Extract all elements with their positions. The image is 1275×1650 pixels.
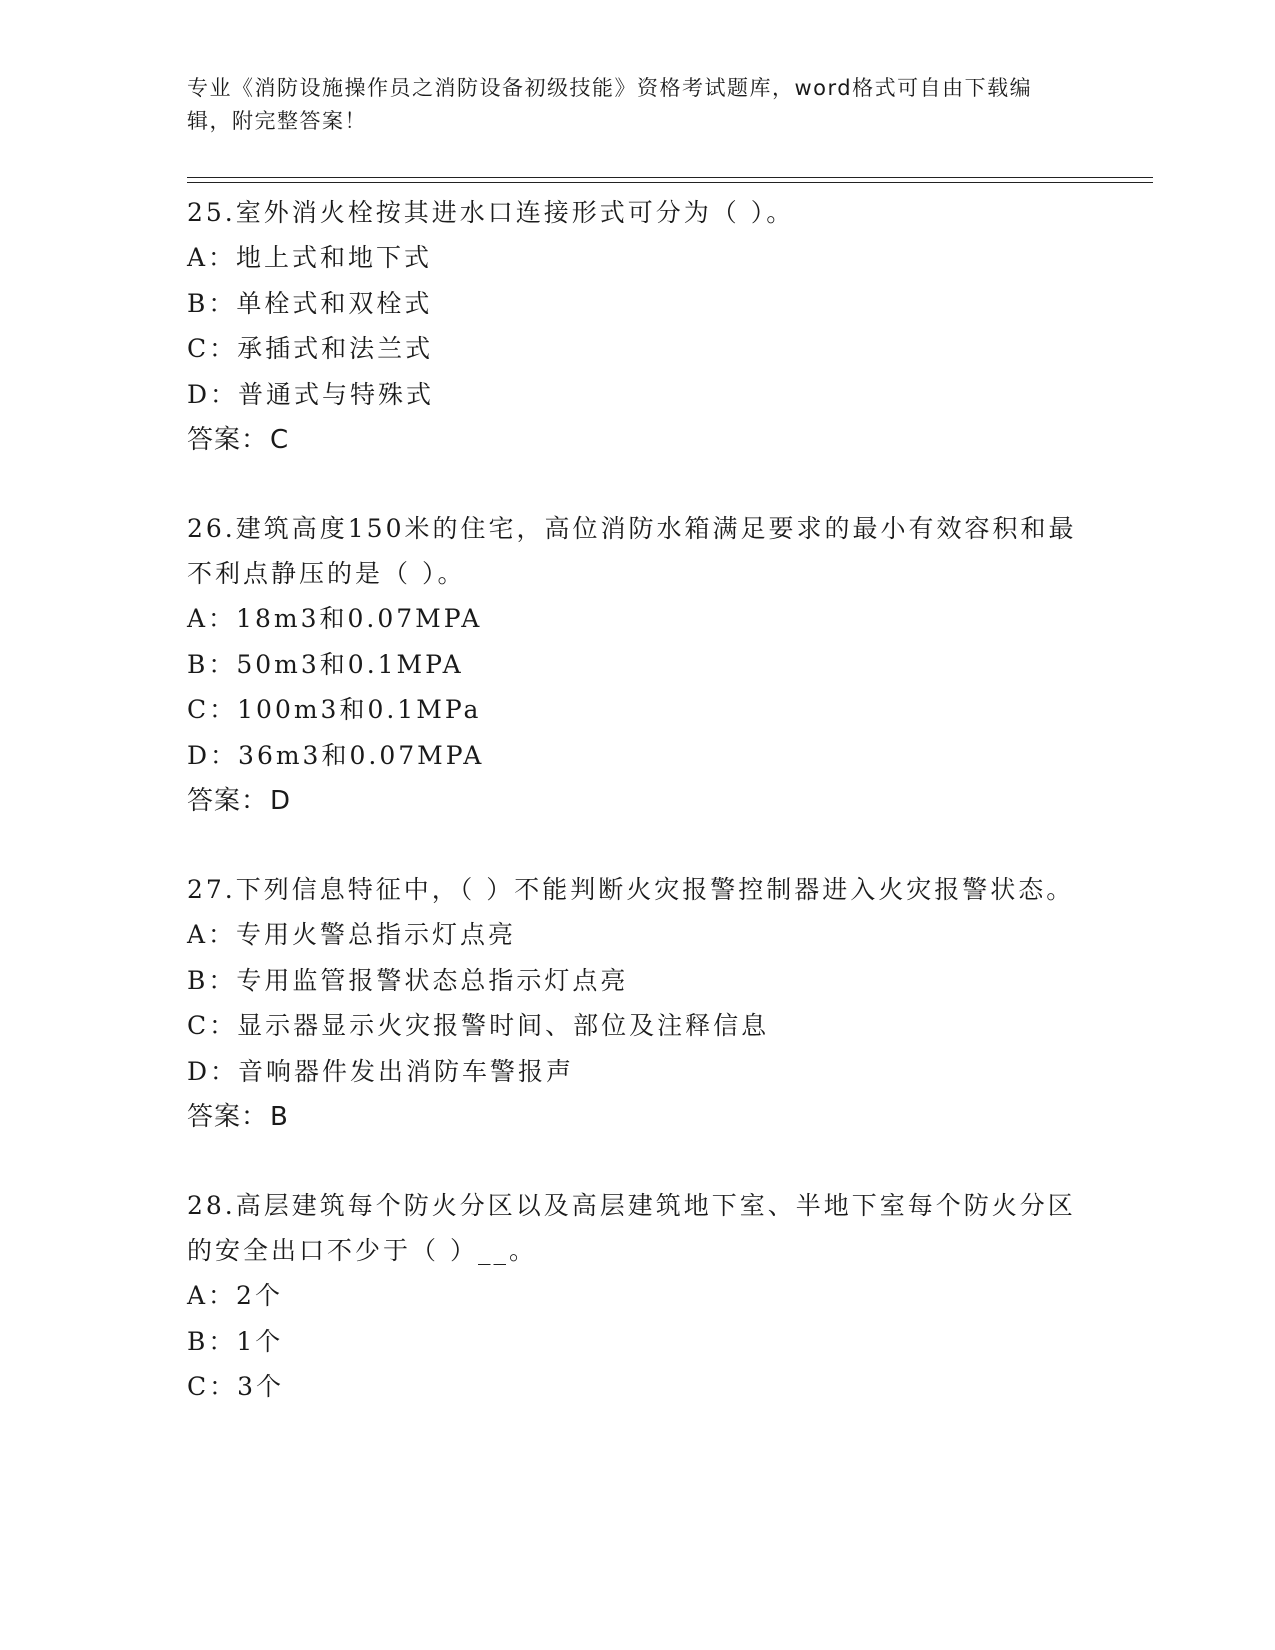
question-26 (187, 506, 1087, 824)
option-b: B：1个 (187, 1326, 284, 1356)
question-28 (187, 1183, 1087, 1410)
option-c: C：3个 (187, 1372, 285, 1401)
option-a: A：18m3和0.07MPA (187, 604, 483, 633)
document-header: 专业《消防设施操作员之消防设备初级技能》资格考试题库，word格式可自由下载编辑，附完整答案！ (187, 76, 1033, 133)
question-stem: 25.室外消火栓按其进水口连接形式可分为（ ）。 (187, 198, 795, 227)
option-d: D：普通式与特殊式 (187, 379, 435, 409)
answer-line (187, 417, 1087, 463)
option-c: C：显示器显示火灾报警时间、部位及注释信息 (187, 1011, 770, 1040)
option-b: B：50m3和0.1MPA (187, 649, 464, 679)
option-b: B：单栓式和双栓式 (187, 288, 433, 318)
answer-label: 答案： (187, 1102, 269, 1132)
option-c: C：100m3和0.1MPa (187, 695, 482, 724)
question-stem: 26.建筑高度150米的住宅，高位消防水箱满足要求的最小有效容积和最不利点静压的是（ ）。 (187, 514, 1077, 588)
answer-value: B (270, 1102, 289, 1132)
option-d: D：36m3和0.07MPA (187, 740, 485, 770)
answer-label: 答案： (187, 786, 269, 816)
answer-label: 答案： (187, 425, 269, 455)
answer-value: C (270, 425, 290, 455)
question-25 (187, 190, 1087, 463)
answer-line (187, 778, 1087, 824)
option-b: B：专用监管报警状态总指示灯点亮 (187, 965, 629, 995)
option-a: A：2个 (187, 1281, 283, 1310)
question-stem: 27.下列信息特征中，（ ）不能判断火灾报警控制器进入火灾报警状态。 (187, 875, 1075, 904)
option-a: A：专用火警总指示灯点亮 (187, 920, 517, 949)
question-stem: 28.高层建筑每个防火分区以及高层建筑地下室、半地下室每个防火分区的安全出口不少于（ ）__。 (187, 1191, 1076, 1265)
answer-value: D (270, 786, 292, 816)
option-a: A：地上式和地下式 (187, 243, 433, 272)
header-divider-bottom (187, 182, 1153, 183)
header-divider-top (187, 177, 1153, 178)
question-list (187, 190, 1087, 1410)
question-27 (187, 867, 1087, 1140)
answer-line (187, 1094, 1087, 1140)
option-d: D：音响器件发出消防车警报声 (187, 1056, 575, 1086)
option-c: C：承插式和法兰式 (187, 334, 434, 363)
